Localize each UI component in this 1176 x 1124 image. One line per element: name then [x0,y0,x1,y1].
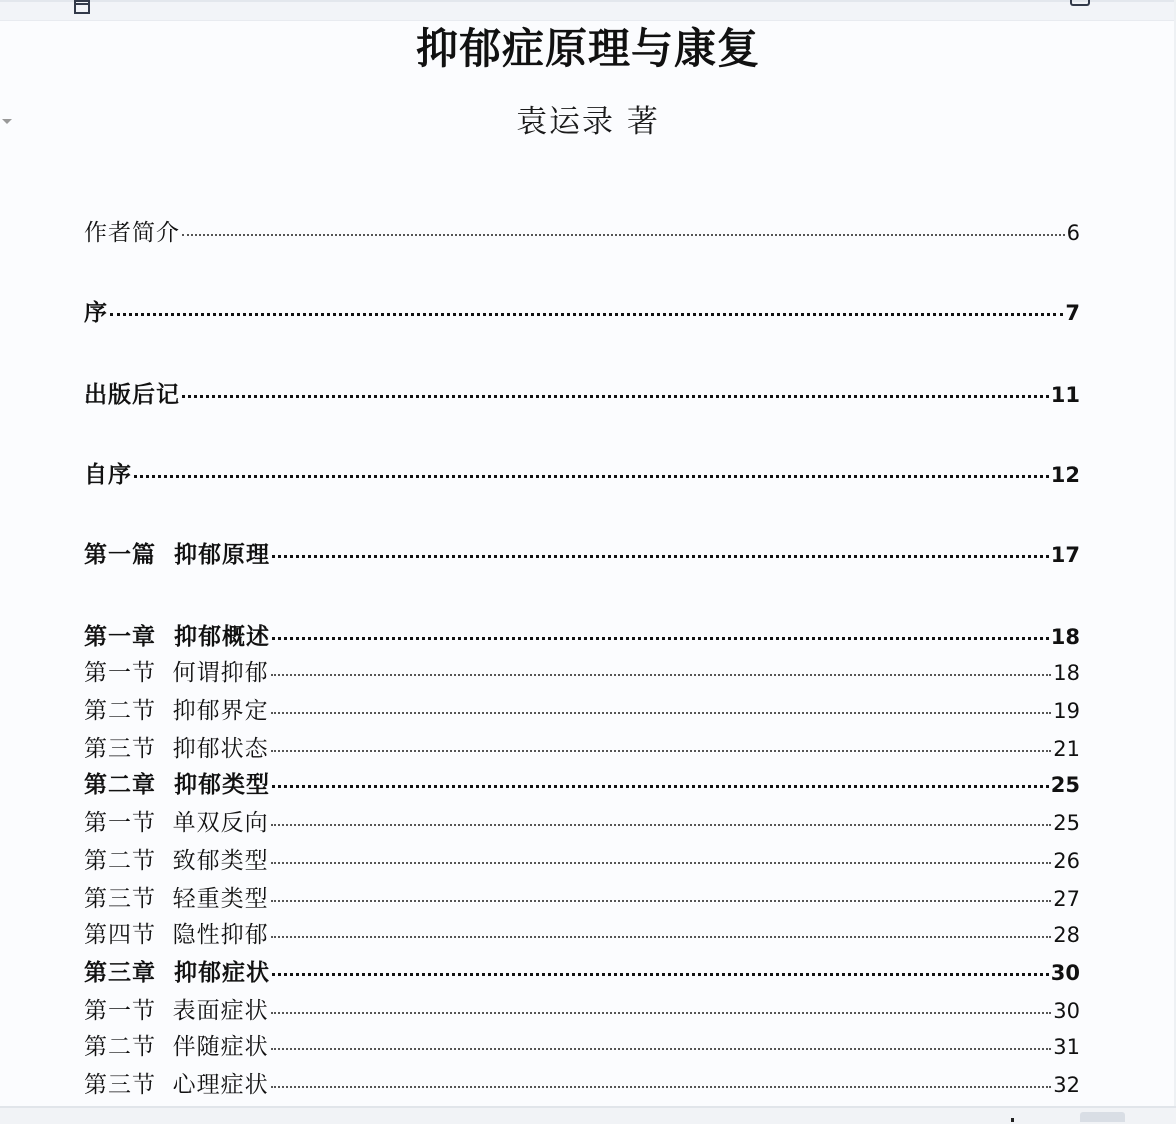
page-end-icon[interactable] [1070,0,1090,6]
toc-entry-label: 作者简介 [84,220,180,246]
toc-entry-page-number: 18 [1050,625,1080,649]
toc-entry-page-number: 12 [1050,463,1080,487]
toolbar-edge [0,0,1176,2]
document-title: 抑郁症原理与康复 [415,24,760,73]
toc-dot-leader [271,900,1052,902]
toc-dot-leader [272,973,1049,976]
toc-entry[interactable] [84,770,1080,800]
toc-entry[interactable] [84,734,1080,764]
toc-entry[interactable] [84,218,1080,248]
toc-entry-label: 第一节 单双反向 [84,810,269,836]
toc-dot-leader [271,750,1052,752]
toc-entry-page-number: 31 [1053,1035,1080,1059]
toc-entry[interactable] [84,460,1080,490]
toc-entry[interactable] [84,808,1080,838]
toc-entry-label: 第三章 抑郁症状 [84,960,271,986]
cursor-mark [1011,1118,1014,1122]
toc-entry[interactable] [84,996,1080,1026]
toc-entry-page-number: 19 [1053,699,1080,723]
toc-entry[interactable] [84,622,1080,652]
toc-entry-label: 序 [84,300,108,326]
toc-dot-leader [271,674,1052,676]
toc-entry-page-number: 18 [1053,661,1080,685]
toc-entry-page-number: 25 [1050,773,1080,797]
toc-entry-page-number: 30 [1053,999,1080,1023]
toc-dot-leader [182,234,1065,236]
toc-entry[interactable] [84,1032,1080,1062]
toc-entry[interactable] [84,540,1080,570]
toc-dot-leader [271,936,1052,938]
toc-entry-label: 出版后记 [84,382,180,408]
toc-entry[interactable] [84,884,1080,914]
toc-entry-label: 第二节 伴随症状 [84,1034,269,1060]
toc-entry-page-number: 7 [1065,301,1080,325]
toc-entry-label: 第三节 心理症状 [84,1072,269,1098]
toc-entry[interactable] [84,658,1080,688]
toc-entry[interactable] [84,380,1080,410]
toc-dot-leader [134,475,1049,478]
toc-entry-label: 第四节 隐性抑郁 [84,922,269,948]
toc-entry-page-number: 11 [1050,383,1080,407]
toc-entry-label: 第二节 抑郁界定 [84,698,269,724]
document-author: 袁运录 著 [516,104,660,140]
toc-entry-page-number: 27 [1053,887,1080,911]
toc-dot-leader [271,824,1052,826]
toc-entry-label: 第三节 抑郁状态 [84,736,269,762]
toc-entry[interactable] [84,920,1080,950]
toc-entry-label: 第一篇 抑郁原理 [84,542,271,568]
toc-entry-label: 第二章 抑郁类型 [84,772,271,798]
toc-dot-leader [272,555,1049,558]
toc-entry[interactable] [84,958,1080,988]
toc-entry-page-number: 30 [1050,961,1080,985]
toc-dot-leader [272,785,1049,788]
toc-entry-label: 第二节 致郁类型 [84,848,269,874]
page-icon[interactable] [74,0,90,14]
toc-entry-page-number: 28 [1053,923,1080,947]
toc-dot-leader [271,712,1052,714]
toc-dot-leader [271,1048,1052,1050]
toc-dot-leader [271,1086,1052,1088]
toc-entry[interactable] [84,846,1080,876]
horizontal-scrollbar[interactable] [0,1106,1176,1124]
toc-entry-page-number: 6 [1066,221,1080,245]
toc-entry-label: 第三节 轻重类型 [84,886,269,912]
toc-entry-page-number: 25 [1053,811,1080,835]
toc-entry-page-number: 26 [1053,849,1080,873]
toc-dot-leader [182,395,1049,398]
toc-entry[interactable] [84,696,1080,726]
scrollbar-thumb[interactable] [1080,1112,1125,1122]
toc-entry[interactable] [84,1070,1080,1100]
toc-entry-label: 第一节 何谓抑郁 [84,660,269,686]
toc-entry-label: 自序 [84,462,132,488]
toc-entry-page-number: 21 [1053,737,1080,761]
top-toolbar-strip [0,0,1176,21]
toc-dot-leader [110,313,1063,316]
toc-entry-page-number: 32 [1053,1073,1080,1097]
toc-entry-label: 第一节 表面症状 [84,998,269,1024]
toc-dot-leader [272,637,1049,640]
toc-dot-leader [271,862,1052,864]
toc-dot-leader [271,1012,1052,1014]
toc-entry-page-number: 17 [1050,543,1080,567]
toc-entry[interactable] [84,298,1080,328]
toc-entry-label: 第一章 抑郁概述 [84,624,271,650]
